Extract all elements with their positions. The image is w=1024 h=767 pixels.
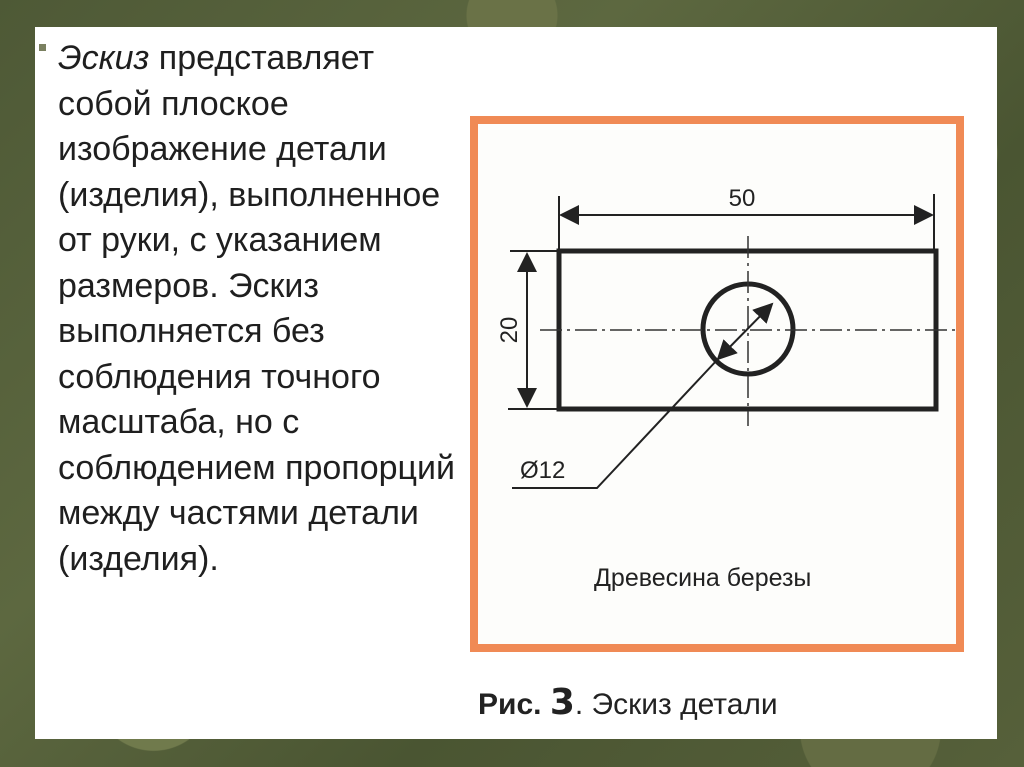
diameter-dimension-line [718,304,772,359]
material-label: Древесина березы [594,564,812,592]
term-eskiz: Эскиз [58,39,150,77]
figure-caption [478,682,778,723]
bullet-marker [39,44,46,51]
caption-prefix: Рис. [478,688,542,721]
definition-text: представляет собой плоское изображение детали (изделия), выполненное от руки, с указанием размеров. Эскиз выполняется без соблюдения точного масштаба, но с соблюдением пропорций между частями детали (изделия). [58,39,455,578]
diameter-label: Ø12 [520,457,566,484]
caption-title: . Эскиз детали [574,688,778,721]
caption-number: 3 [549,682,575,723]
definition-paragraph [58,36,458,582]
part-sketch [470,116,964,652]
width-dimension-label: 50 [728,185,756,212]
height-dimension-label: 20 [496,316,523,344]
